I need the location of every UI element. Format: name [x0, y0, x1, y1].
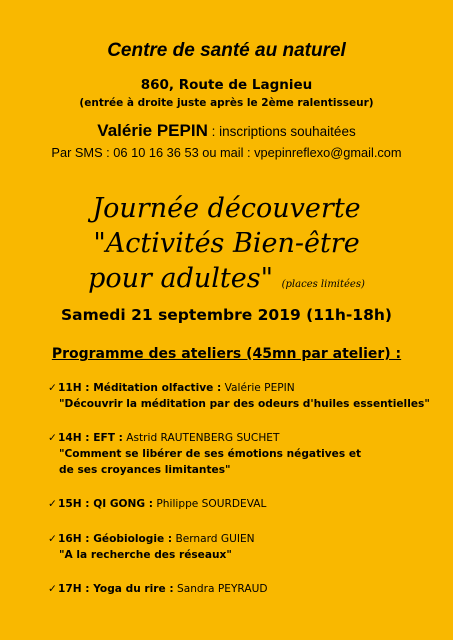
- program-title: Programme des ateliers (45mn par atelier) :: [51, 346, 402, 362]
- workshop-item: [48, 380, 448, 412]
- centre-name: Centre de santé au naturel: [107, 40, 346, 61]
- workshop-item: [48, 496, 448, 512]
- workshop-person: Astrid RAUTENBERG SUCHET: [122, 432, 280, 444]
- workshop-time: 11H : Méditation olfactive :: [58, 382, 222, 394]
- workshop-person: Bernard GUIEN: [172, 533, 255, 545]
- check-icon: ✓: [48, 533, 57, 545]
- event-title-line1: Journée découverte: [92, 193, 361, 224]
- workshop-person: Valérie PEPIN: [221, 382, 295, 394]
- contact-suffix: : inscriptions souhaitées: [207, 124, 356, 139]
- workshop-time: 17H : Yoga du rire :: [58, 583, 174, 595]
- check-icon: ✓: [48, 498, 57, 510]
- address-note: (entrée à droite juste après le 2ème ralentisseur): [79, 97, 374, 109]
- workshop-item: [48, 531, 448, 563]
- workshop-desc: "A la recherche des réseaux": [59, 549, 232, 561]
- event-title-line2: "Activités Bien-être: [93, 228, 360, 259]
- contact-name: Valérie PEPIN: [97, 121, 208, 140]
- workshop-person: Sandra PEYRAUD: [173, 583, 268, 595]
- workshop-person: Philippe SOURDEVAL: [153, 498, 267, 510]
- check-icon: ✓: [48, 583, 57, 595]
- workshop-item: [48, 430, 448, 478]
- check-icon: ✓: [48, 382, 57, 394]
- workshop-desc-cont: de ses croyances limitantes": [59, 464, 231, 476]
- event-title-line3-text: pour adultes": [88, 263, 274, 294]
- event-date: Samedi 21 septembre 2019 (11h-18h): [61, 306, 392, 324]
- address: 860, Route de Lagnieu: [140, 77, 313, 93]
- workshop-time: 16H : Géobiologie :: [58, 533, 173, 545]
- workshop-desc: "Découvrir la méditation par des odeurs d'huiles essentielles": [59, 398, 430, 410]
- workshop-item: [48, 581, 448, 597]
- check-icon: ✓: [48, 432, 57, 444]
- places-note: (places limitées): [281, 279, 365, 290]
- contact-registration: [0, 121, 453, 141]
- workshop-desc: "Comment se libérer de ses émotions négatives et: [59, 448, 362, 460]
- contact-details: Par SMS : 06 10 16 36 53 ou mail : vpepinreflexo@gmail.com: [51, 145, 402, 160]
- workshop-time: 14H : EFT :: [58, 432, 123, 444]
- event-title-line3: [0, 265, 453, 292]
- workshop-time: 15H : QI GONG :: [58, 498, 154, 510]
